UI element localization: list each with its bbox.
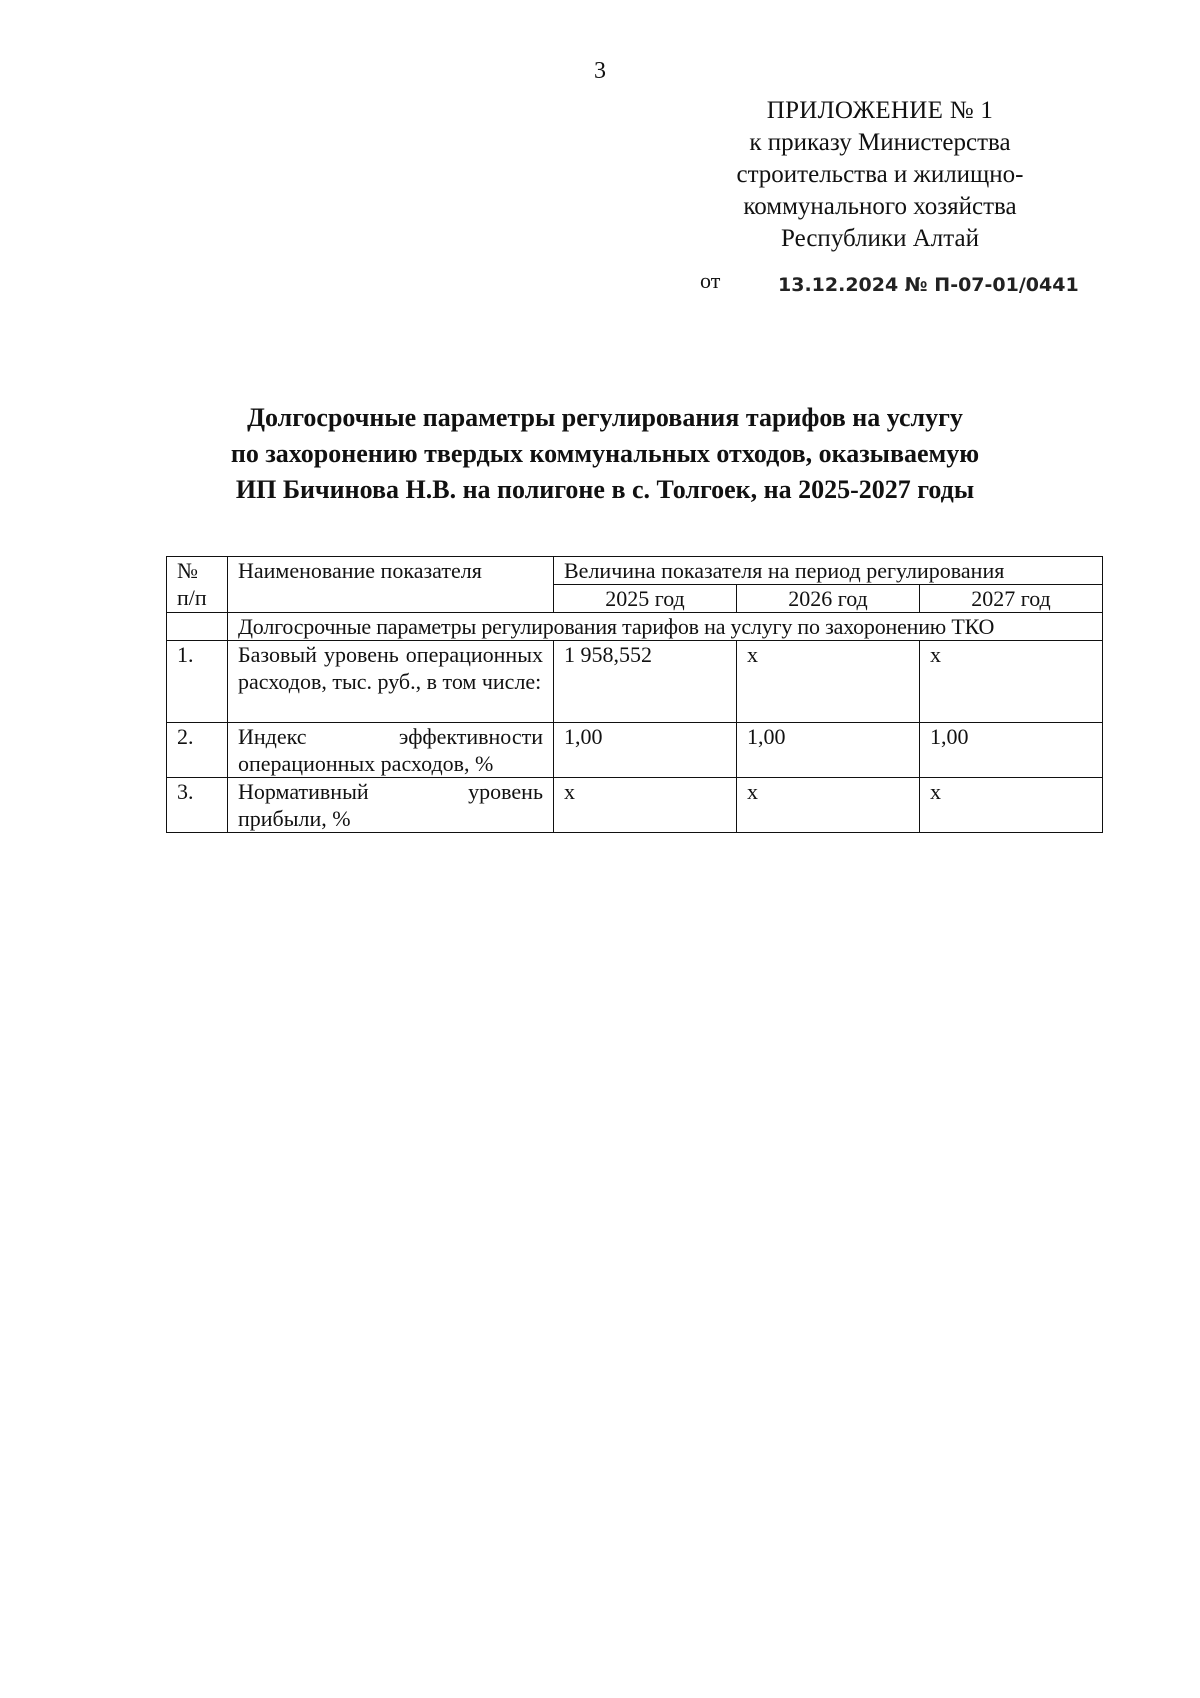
row-value-2027: 1,00: [920, 723, 1103, 778]
order-date-number: 13.12.2024 № П-07-01/0441: [778, 274, 1079, 296]
row-value-2026: x: [737, 778, 920, 833]
row-name: Нормативный уровень прибыли, %: [228, 778, 554, 833]
header-year-2025: 2025 год: [554, 585, 737, 613]
row-value-2025: 1,00: [554, 723, 737, 778]
row-name: Базовый уровень операционных расходов, тыс. руб., в том числе:: [228, 641, 554, 723]
row-value-2025: 1 958,552: [554, 641, 737, 723]
title-line: по захоронению твердых коммунальных отходов, оказываемую: [230, 439, 980, 468]
parameters-table: [166, 556, 1103, 833]
appendix-line: строительства и жилищно-: [736, 161, 1024, 188]
header-year-2027: 2027 год: [920, 585, 1103, 613]
appendix-line: коммунального хозяйства: [743, 193, 1017, 220]
header-number-sublabel: п/п: [177, 585, 207, 610]
row-value-2025: x: [554, 778, 737, 833]
table-section-row: [167, 613, 1103, 641]
row-value-2026: x: [737, 641, 920, 723]
title-line: Долгосрочные параметры регулирования тарифов на услугу: [247, 403, 963, 432]
appendix-line: к приказу Министерства: [749, 129, 1011, 156]
page-number: 3: [594, 58, 606, 84]
appendix-line: Республики Алтай: [781, 225, 979, 252]
header-number-cell: [167, 557, 228, 613]
document-title: [150, 400, 1060, 508]
table-row: [167, 641, 1103, 723]
section-empty-cell: [167, 613, 228, 641]
appendix-title: ПРИЛОЖЕНИЕ № 1: [766, 97, 994, 124]
row-number: 1.: [167, 641, 228, 723]
row-number: 2.: [167, 723, 228, 778]
order-date-line: [700, 268, 1080, 298]
header-name-cell: Наименование показателя: [228, 557, 554, 613]
appendix-block: [700, 95, 1060, 255]
row-value-2027: x: [920, 778, 1103, 833]
row-number: 3.: [167, 778, 228, 833]
row-name: Индекс эффективности операционных расходов, %: [228, 723, 554, 778]
header-year-2026: 2026 год: [737, 585, 920, 613]
section-title: Долгосрочные параметры регулирования тарифов на услугу по захоронению ТКО: [228, 613, 1103, 641]
title-line: ИП Бичинова Н.В. на полигоне в с. Толгоек, на 2025-2027 годы: [235, 475, 975, 504]
table-row: [167, 778, 1103, 833]
table-header-row: [167, 557, 1103, 585]
header-period-cell: Величина показателя на период регулирования: [554, 557, 1103, 585]
header-number-label: №: [177, 558, 198, 583]
order-date-prefix: от: [700, 268, 721, 293]
row-value-2027: x: [920, 641, 1103, 723]
row-value-2026: 1,00: [737, 723, 920, 778]
table-row: [167, 723, 1103, 778]
